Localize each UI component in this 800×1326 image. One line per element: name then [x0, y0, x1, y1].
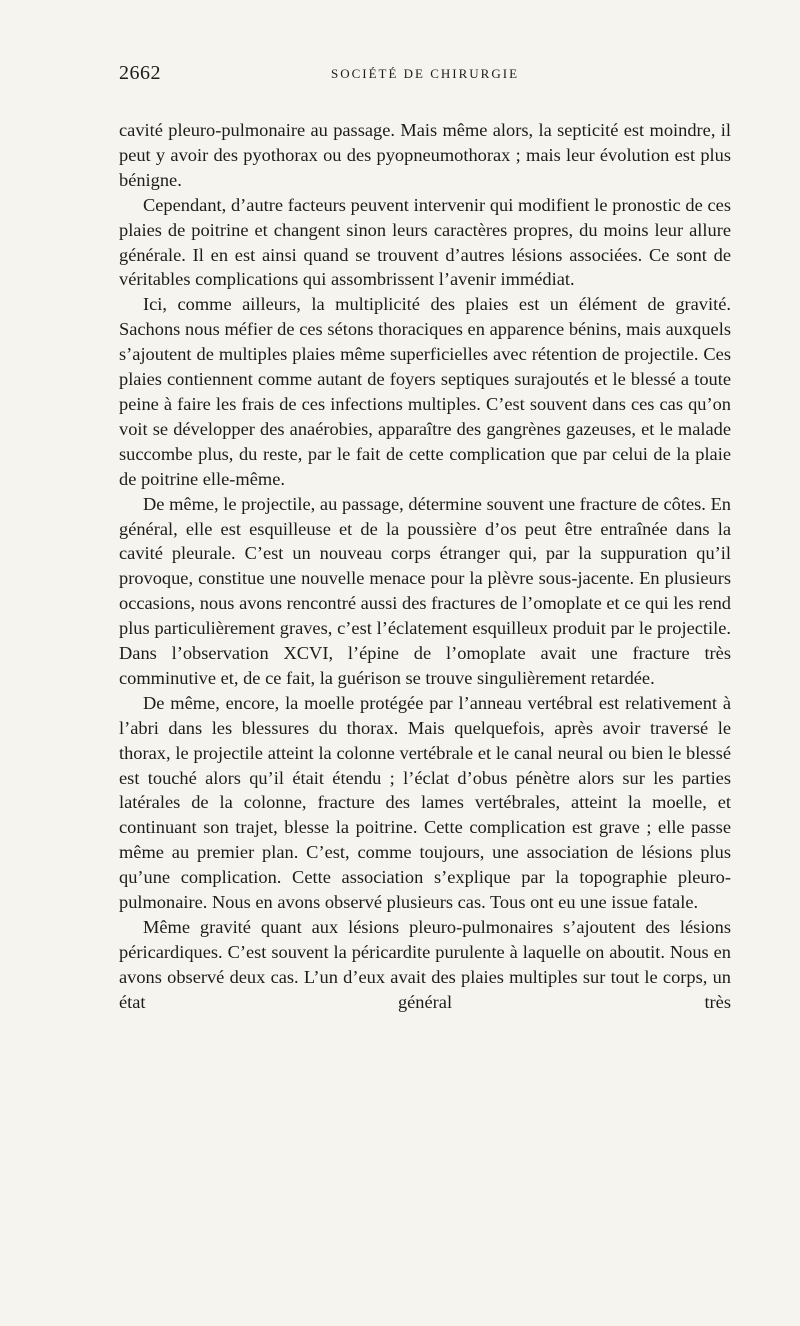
paragraph: De même, encore, la moelle protégée par l’anneau vertébral est relativement à l’abri dans les blessures du thorax. Mais quelquefois, après avoir traversé le thorax, le projectile atteint la colonne vertébrale et le canal neural ou bien le blessé est touché alors qu’il était étendu ; l’éclat d’obus pénètre alors sur les parties latérales de la colonne, fracture des lames vertébrales, atteint la moelle, et continuant son trajet, blesse la poitrine. Cette complication est grave ; elle passe même au premier plan. C’est, comme toujours, une association de lésions plus qu’une complication. Cette association s’explique par la topographie pleuro-pulmonaire. Nous en avons observé plusieurs cas. Tous ont eu une issue fatale. — [119, 692, 731, 913]
paragraph: Même gravité quant aux lésions pleuro-pulmonaires s’ajoutent des lésions péricardiques. C’est souvent la péricardite purulente à laquelle on aboutit. Nous en avons observé deux cas. L’un d’eux avait des plaies multiples sur tout le corps, un état général très — [119, 917, 731, 1012]
paragraph: cavité pleuro-pulmonaire au passage. Mais même alors, la septicité est moindre, il peut y avoir des pyothorax ou des pyopneumothorax ; mais leur évolution est plus bénigne. — [119, 120, 731, 190]
page-header — [119, 62, 731, 92]
paragraph: Ici, comme ailleurs, la multiplicité des plaies est un élément de gravité. Sachons nous méfier de ces sétons thoraciques en apparence bénins, mais auxquels s’ajoutent de multiples plaies même superficielles avec rétention de projectile. Ces plaies contiennent comme autant de foyers septiques surajoutés et le blessé a toute peine à faire les frais de ces infections multiples. C’est souvent dans ces cas qu’on voit se développer des anaérobies, apparaître des gangrènes gazeuses, et le malade succombe plus, du reste, par le fait de cette complication que par celui de la plaie de poitrine elle-même. — [119, 294, 731, 489]
paragraph: De même, le projectile, au passage, détermine souvent une fracture de côtes. En général, elle est esquilleuse et de la poussière d’os peut être entraînée dans la cavité pleurale. C’est un nouveau corps étranger qui, par la suppuration qu’il provoque, constitue une nouvelle menace pour la plèvre sous-jacente. En plusieurs occasions, nous avons rencontré aussi des fractures de l’omoplate et ce qui les rend plus particulièrement graves, c’est l’éclatement esquilleux produit par le projectile. Dans l’observation XCVI, l’épine de l’omoplate avait une fracture très comminutive et, de ce fait, la guérison se trouve singulièrement retardée. — [119, 493, 731, 688]
running-title: SOCIÉTÉ DE CHIRURGIE — [330, 66, 520, 81]
page-number: 2662 — [119, 62, 161, 84]
body-text — [119, 118, 731, 1015]
paragraph: Cependant, d’autre facteurs peuvent intervenir qui modifient le pronostic de ces plaies de poitrine et changent sinon leurs caractères propres, du moins leur allure générale. Il en est ainsi quand se trouvent d’autres lésions associées. Ce sont de véritables complications qui assombrissent l’avenir immédiat. — [119, 194, 731, 290]
